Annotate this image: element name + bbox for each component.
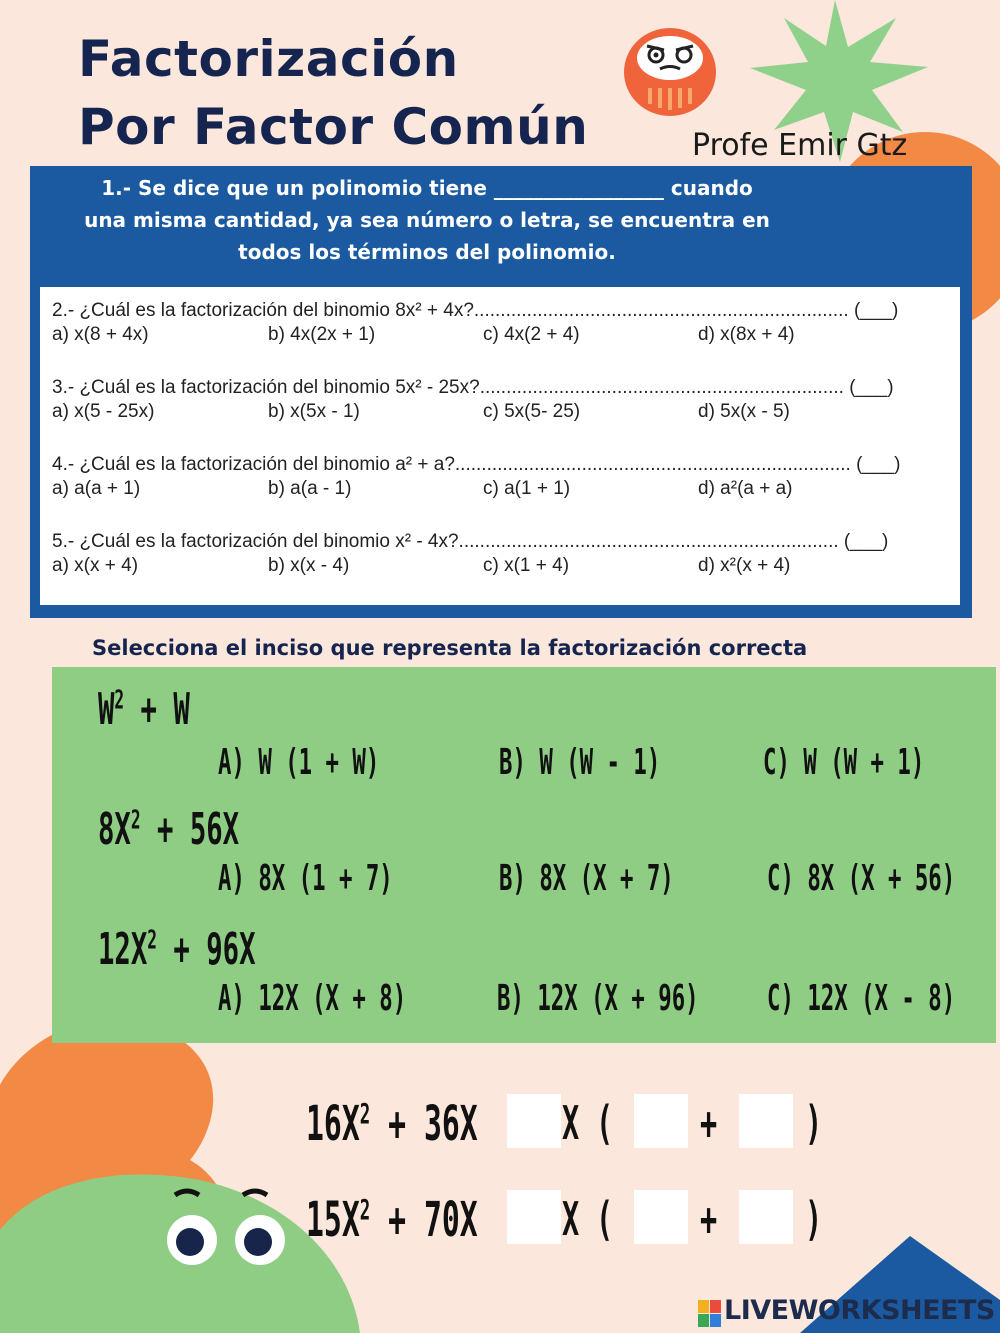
plus-sign: + <box>700 1192 718 1246</box>
close-paren: ) <box>805 1192 823 1246</box>
mcq-option-d[interactable]: d) a²(a + a) <box>698 478 793 499</box>
mcq-option-c[interactable]: c) x(1 + 4) <box>483 555 570 576</box>
mcq-option-c[interactable]: c) a(1 + 1) <box>483 478 571 499</box>
open-paren: ( <box>596 1096 614 1150</box>
variable-label: X <box>562 1096 580 1150</box>
open-paren: ( <box>596 1192 614 1246</box>
mcq-option-d[interactable]: d) x²(x + 4) <box>698 555 791 576</box>
mcq-option-d[interactable]: d) x(8x + 4) <box>698 324 795 345</box>
mcq-question: 5.- ¿Cuál es la factorización del binomio x² - 4x?........................................................................ (___) <box>52 531 889 552</box>
mcq-question: 4.- ¿Cuál es la factorización del binomio a² + a?........................................................................... (___) <box>52 454 901 475</box>
coefficient-blank[interactable] <box>507 1094 561 1148</box>
mcq-question: 2.- ¿Cuál es la factorización del binomio 8x² + 4x?....................................................................... (___) <box>52 300 899 321</box>
mcq-item-3 <box>52 377 952 425</box>
author-name: Profe Emir Gtz <box>692 128 908 163</box>
choice-a[interactable]: A) 12X (X + 8) <box>218 978 407 1019</box>
mcq-item-4 <box>52 454 952 502</box>
choice-b[interactable]: B) 12X (X + 96) <box>497 978 699 1019</box>
choice-c[interactable]: C) 12X (X - 8) <box>767 978 956 1019</box>
mcq-item-2 <box>52 300 952 348</box>
mcq-option-b[interactable]: b) a(a - 1) <box>268 478 352 499</box>
question-1-line2: una misma cantidad, ya sea número o letra, se encuentra en <box>84 208 770 232</box>
choice-b[interactable]: B) 8X (X + 7) <box>499 858 674 899</box>
plus-sign: + <box>700 1096 718 1150</box>
fill-expression: $16X^2 + 36X$ <box>306 1096 478 1152</box>
second-term-blank[interactable] <box>739 1190 793 1244</box>
question-1-line3: todos los términos del polinomio. <box>238 240 616 264</box>
fill-expression: $15X^2 + 70X$ <box>306 1192 478 1248</box>
choice-c[interactable]: C) W (W + 1) <box>763 742 925 783</box>
mcq-option-a[interactable]: a) x(5 - 25x) <box>52 401 155 422</box>
mcq-option-a[interactable]: a) x(8 + 4x) <box>52 324 149 345</box>
second-term-blank[interactable] <box>739 1094 793 1148</box>
mcq-question: 3.- ¿Cuál es la factorización del binomio 5x² - 25x?..................................................................... (___) <box>52 377 894 398</box>
variable-label: X <box>562 1192 580 1246</box>
select-expression: $W^2 + W$ <box>98 684 190 735</box>
select-expression: $12X^2 + 96X$ <box>98 924 256 975</box>
page-title-line2: Por Factor Común <box>78 98 589 156</box>
choice-c[interactable]: C) 8X (X + 56) <box>767 858 956 899</box>
close-paren: ) <box>805 1096 823 1150</box>
first-term-blank[interactable] <box>634 1094 688 1148</box>
section-instruction: Selecciona el inciso que representa la factorización correcta <box>92 636 808 660</box>
choice-a[interactable]: A) W (1 + W) <box>218 742 380 783</box>
mcq-option-d[interactable]: d) 5x(x - 5) <box>698 401 790 422</box>
mcq-option-c[interactable]: c) 5x(5- 25) <box>483 401 581 422</box>
choice-b[interactable]: B) W (W - 1) <box>499 742 661 783</box>
first-term-blank[interactable] <box>634 1190 688 1244</box>
watermark-text[interactable]: LIVEWORKSHEETS <box>724 1295 995 1326</box>
question-1 <box>32 172 822 268</box>
mcq-option-a[interactable]: a) a(a + 1) <box>52 478 141 499</box>
mcq-option-b[interactable]: b) x(x - 4) <box>268 555 350 576</box>
choice-a[interactable]: A) 8X (1 + 7) <box>218 858 393 899</box>
mcq-option-b[interactable]: b) x(5x - 1) <box>268 401 360 422</box>
monster-eyes-icon <box>155 1185 295 1275</box>
question-1-line1: 1.- Se dice que un polinomio tiene _________________ cuando <box>101 176 753 200</box>
select-expression: $8X^2 + 56X$ <box>98 804 240 855</box>
coefficient-blank[interactable] <box>507 1190 561 1244</box>
mcq-option-b[interactable]: b) 4x(2x + 1) <box>268 324 376 345</box>
daruma-doll-icon <box>620 22 720 118</box>
page-title-line1: Factorización <box>78 30 459 88</box>
mcq-item-5 <box>52 531 952 579</box>
liveworksheets-logo-icon <box>698 1300 722 1328</box>
mcq-option-c[interactable]: c) 4x(2 + 4) <box>483 324 580 345</box>
mcq-option-a[interactable]: a) x(x + 4) <box>52 555 139 576</box>
